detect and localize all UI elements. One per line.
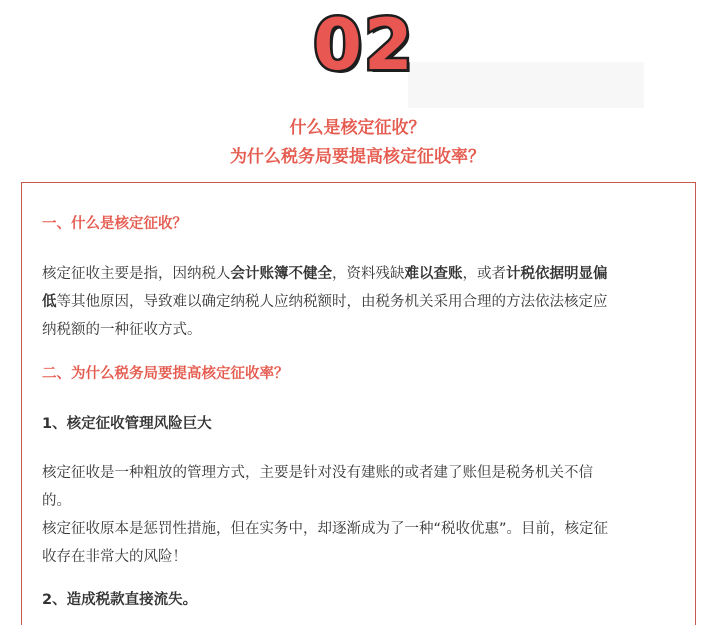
section-title: 二、为什么税务局要提高核定征收率？: [42, 366, 289, 382]
section-2-title: [42, 360, 676, 388]
paragraph-line: 核定征收是一种粗放的管理方式，主要是针对没有建账的或者建了账但是税务机关不信: [42, 465, 593, 481]
section-1-paragraph: [42, 260, 676, 344]
text-run: 等其他原因，导致难以确定纳税人应纳税额时，由税务机关采用合理的方法依法核定应: [56, 294, 608, 310]
paragraph-line: 收存在非常大的风险！: [42, 549, 187, 565]
headline-line-2: 为什么税务局要提高核定征收率？: [230, 147, 485, 167]
paragraph-line: [42, 260, 676, 288]
headline-line-1: 什么是核定征收？: [289, 118, 426, 138]
bold-run: 会计账簿不健全: [230, 266, 332, 282]
paragraph-line: 的。: [42, 493, 71, 509]
text-run: 核定征收主要是指，因纳税人: [42, 266, 231, 282]
paragraph-line: 核定征收原本是惩罚性措施，但在实务中，却逐渐成为了一种“税收优惠”。目前，核定征: [42, 521, 609, 537]
subsection-title: 1、核定征收管理风险巨大: [42, 416, 212, 432]
section-1-title: [42, 210, 676, 238]
bold-run: 计税依据明显偏: [506, 266, 608, 282]
badge-shadow-decoration: [408, 62, 644, 108]
subsection-1-title: [42, 410, 676, 438]
paragraph-line: 纳税额的一种征收方式。: [42, 322, 202, 338]
subsection-title: 2、造成税款直接流失。: [42, 592, 198, 608]
text-run: ，或者: [462, 266, 506, 282]
article-headline: [0, 114, 715, 172]
bold-run: 低: [42, 294, 57, 310]
subsection-1-paragraph: [42, 459, 676, 571]
paragraph-line: [42, 288, 676, 316]
bold-run: 难以查账: [404, 266, 463, 282]
text-run: ，资料残缺: [332, 266, 405, 282]
subsection-2-title: [42, 586, 676, 614]
section-number-badge: 02: [313, 4, 415, 86]
section-title: 一、什么是核定征收？: [42, 216, 187, 232]
